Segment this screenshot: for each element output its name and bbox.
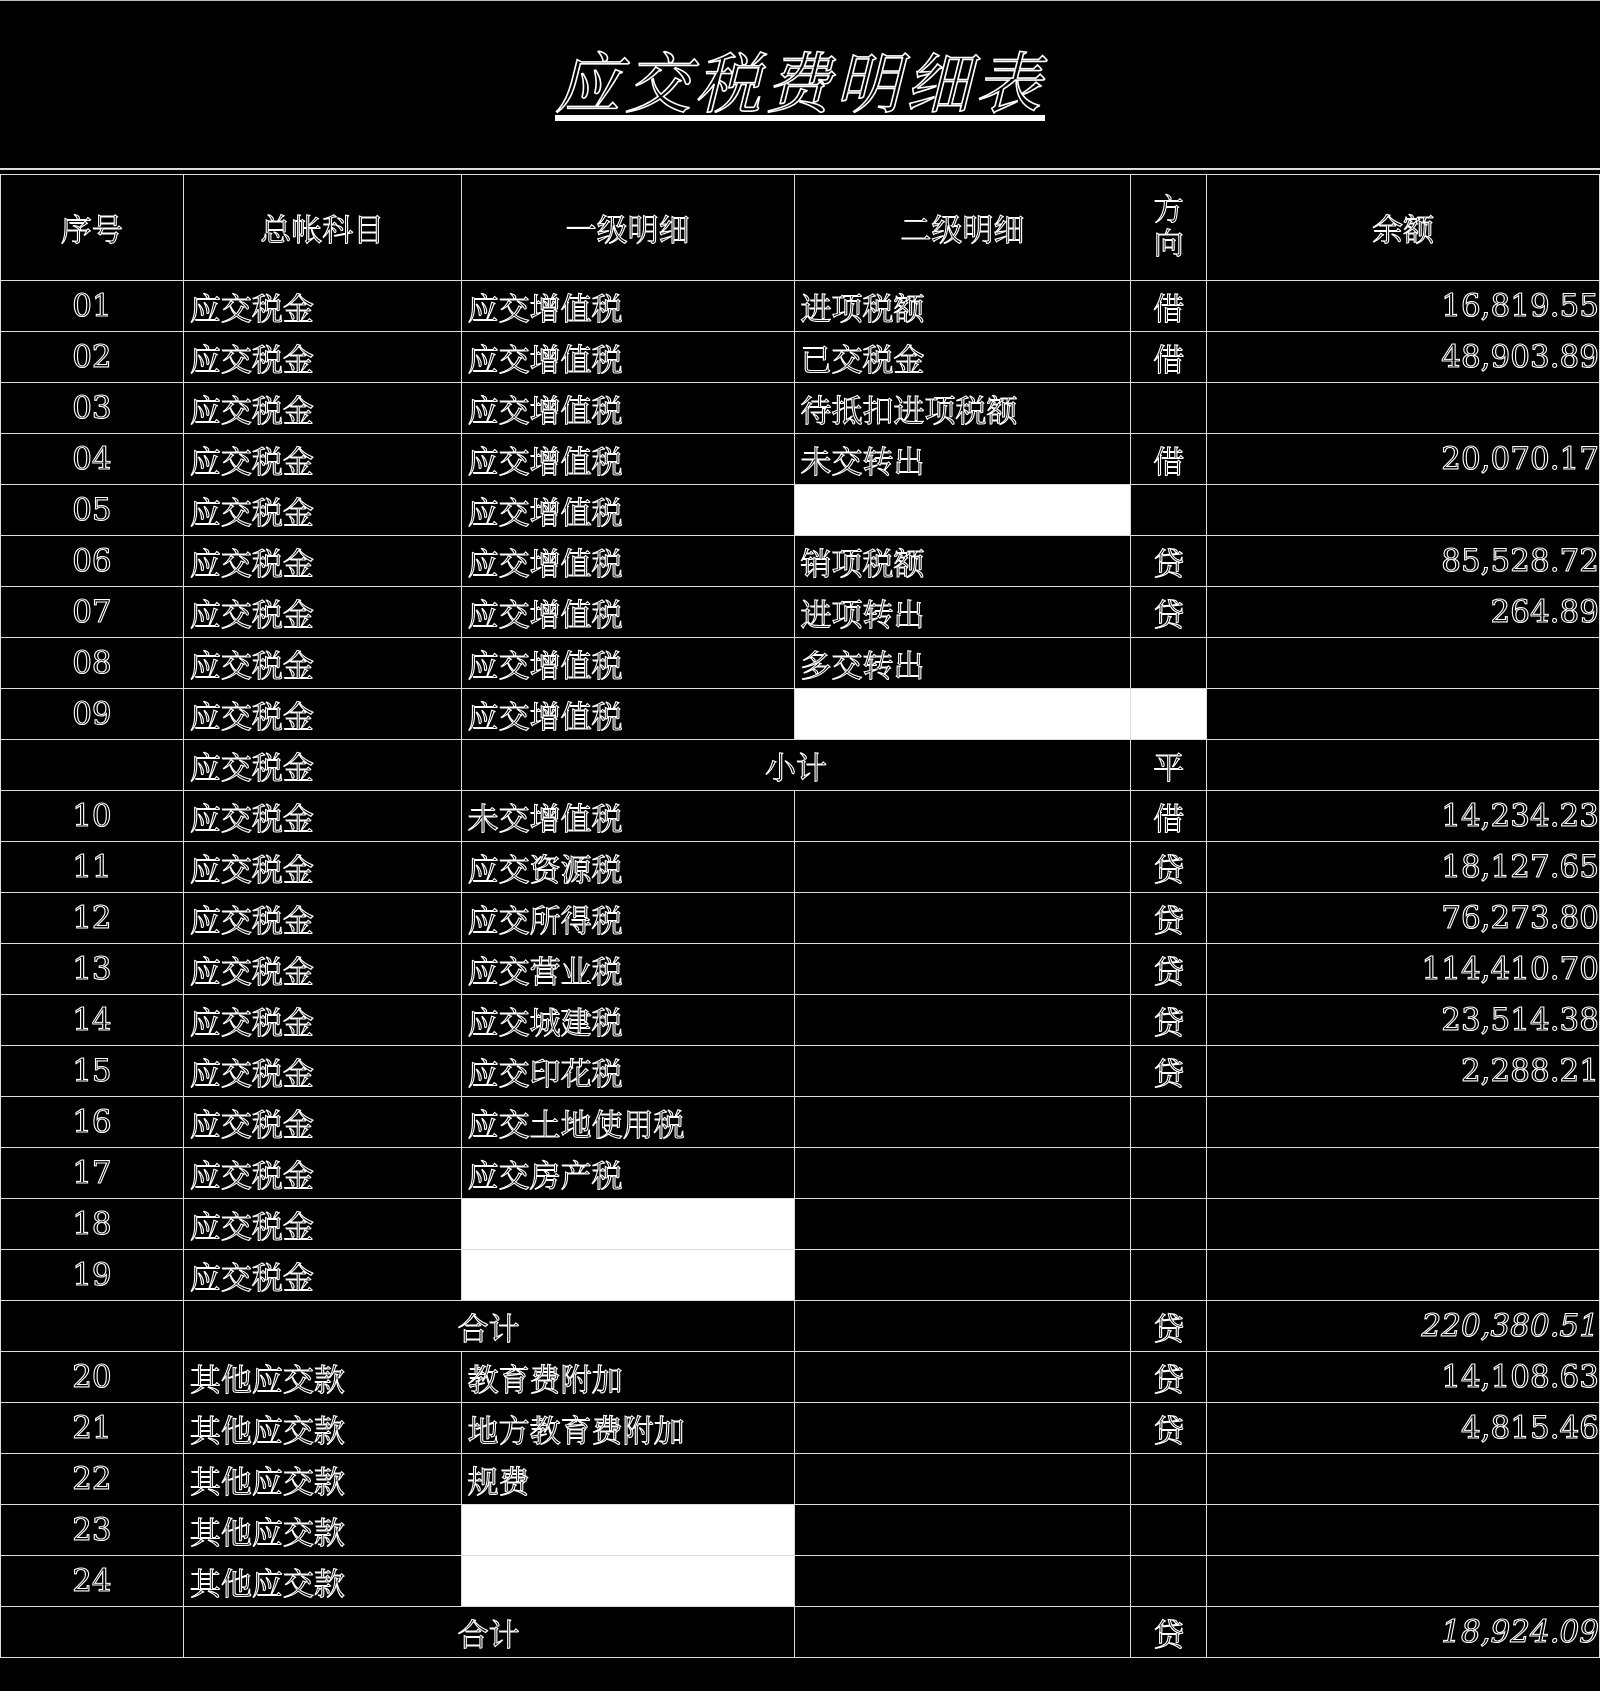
cell-account: 应交税金: [183, 995, 461, 1046]
cell-seq: 10: [1, 791, 184, 842]
table-row: [1, 1199, 1600, 1250]
cell-balance: [1207, 1250, 1600, 1301]
cell-account: 应交税金: [183, 332, 461, 383]
cell-direction: [1131, 1505, 1207, 1556]
cell-detail2: [794, 995, 1131, 1046]
cell-seq: 05: [1, 485, 184, 536]
total-balance: 220,380.51: [1207, 1301, 1600, 1352]
cell-detail1: 应交增值税: [461, 383, 794, 434]
table-row: [1, 1505, 1600, 1556]
cell-balance: 23,514.38: [1207, 995, 1600, 1046]
table-row: [1, 1352, 1600, 1403]
subtotal-row: [1, 740, 1600, 791]
cell-balance: [1207, 638, 1600, 689]
cell-seq: 09: [1, 689, 184, 740]
total-balance: 18,924.09: [1207, 1607, 1600, 1658]
cell-seq: 22: [1, 1454, 184, 1505]
header-detail2: 二级明细: [794, 175, 1131, 281]
cell-balance: 20,070.17: [1207, 434, 1600, 485]
table-row: [1, 1250, 1600, 1301]
cell-direction: 贷: [1131, 995, 1207, 1046]
cell-direction: [1131, 1148, 1207, 1199]
cell-account: 应交税金: [183, 1046, 461, 1097]
cell-seq: 01: [1, 281, 184, 332]
table-row: [1, 281, 1600, 332]
cell-direction: [1131, 383, 1207, 434]
table-row: [1, 587, 1600, 638]
cell-detail1-blank: [461, 1505, 794, 1556]
cell-detail2: [794, 1505, 1131, 1556]
header-row: [1, 175, 1600, 281]
cell-account: 其他应交款: [183, 1403, 461, 1454]
cell-detail1: 应交土地使用税: [461, 1097, 794, 1148]
total-label: 合计: [183, 1301, 794, 1352]
cell-direction: [1131, 485, 1207, 536]
cell-seq: 07: [1, 587, 184, 638]
cell-detail2-empty: [794, 1607, 1131, 1658]
cell-direction-blank: [1131, 689, 1207, 740]
table-row: [1, 434, 1600, 485]
tax-detail-table: [0, 174, 1600, 1658]
table-row: [1, 1148, 1600, 1199]
cell-balance: [1207, 1454, 1600, 1505]
cell-detail2-blank: [794, 689, 1131, 740]
cell-detail1: 地方教育费附加: [461, 1403, 794, 1454]
cell-seq: 21: [1, 1403, 184, 1454]
cell-direction: [1131, 1454, 1207, 1505]
table-row: [1, 893, 1600, 944]
cell-account: 其他应交款: [183, 1505, 461, 1556]
cell-balance: 2,288.21: [1207, 1046, 1600, 1097]
cell-account: 应交税金: [183, 1250, 461, 1301]
cell-detail2: [794, 1556, 1131, 1607]
table-row: [1, 1046, 1600, 1097]
cell-detail1: 应交增值税: [461, 689, 794, 740]
table-row: [1, 995, 1600, 1046]
cell-seq: 02: [1, 332, 184, 383]
subtotal-label: 小计: [461, 740, 1131, 791]
cell-detail1: 规费: [461, 1454, 794, 1505]
cell-direction: 借: [1131, 281, 1207, 332]
cell-detail2-empty: [794, 1301, 1131, 1352]
cell-balance: [1207, 1199, 1600, 1250]
cell-direction: [1131, 1250, 1207, 1301]
cell-detail1: 教育费附加: [461, 1352, 794, 1403]
cell-account: 应交税金: [183, 485, 461, 536]
cell-account: 应交税金: [183, 689, 461, 740]
cell-detail1: 应交增值税: [461, 536, 794, 587]
cell-direction: [1131, 1097, 1207, 1148]
cell-account: 应交税金: [183, 383, 461, 434]
cell-balance: 16,819.55: [1207, 281, 1600, 332]
total-direction: 贷: [1131, 1301, 1207, 1352]
cell-balance: [1207, 485, 1600, 536]
cell-balance: 14,108.63: [1207, 1352, 1600, 1403]
table-row: [1, 1556, 1600, 1607]
cell-account: 应交税金: [183, 587, 461, 638]
cell-detail1: 应交印花税: [461, 1046, 794, 1097]
table-row: [1, 1454, 1600, 1505]
cell-detail2: 多交转出: [794, 638, 1131, 689]
table-row: [1, 332, 1600, 383]
total-label: 合计: [183, 1607, 794, 1658]
cell-detail1: 应交城建税: [461, 995, 794, 1046]
cell-detail1: 应交房产税: [461, 1148, 794, 1199]
cell-balance: 264.89: [1207, 587, 1600, 638]
cell-detail1: 应交增值税: [461, 332, 794, 383]
cell-detail2: [794, 791, 1131, 842]
cell-detail2: [794, 1352, 1131, 1403]
table-row: [1, 842, 1600, 893]
cell-seq: 14: [1, 995, 184, 1046]
cell-detail1: 应交增值税: [461, 638, 794, 689]
table-row: [1, 536, 1600, 587]
cell-detail2: 进项税额: [794, 281, 1131, 332]
cell-balance: 48,903.89: [1207, 332, 1600, 383]
cell-detail2: [794, 842, 1131, 893]
cell-direction: [1131, 1199, 1207, 1250]
cell-account: 其他应交款: [183, 1454, 461, 1505]
cell-seq: 19: [1, 1250, 184, 1301]
page-title: 应交税费明细表: [555, 46, 1045, 123]
cell-direction: 贷: [1131, 1403, 1207, 1454]
cell-detail1: 应交营业税: [461, 944, 794, 995]
cell-detail1-blank: [461, 1199, 794, 1250]
cell-account: 应交税金: [183, 536, 461, 587]
cell-seq: 16: [1, 1097, 184, 1148]
header-balance: 余额: [1207, 175, 1600, 281]
cell-account: 应交税金: [183, 1148, 461, 1199]
cell-seq: 03: [1, 383, 184, 434]
cell-seq: 24: [1, 1556, 184, 1607]
cell-account: 应交税金: [183, 893, 461, 944]
cell-balance: [1207, 383, 1600, 434]
cell-detail2: [794, 1250, 1131, 1301]
table-row: [1, 944, 1600, 995]
cell-account: 其他应交款: [183, 1556, 461, 1607]
cell-detail2: 待抵扣进项税额: [794, 383, 1131, 434]
cell-detail1: 未交增值税: [461, 791, 794, 842]
cell-account: 应交税金: [183, 842, 461, 893]
cell-account: 应交税金: [183, 1097, 461, 1148]
cell-seq-empty: [1, 1607, 184, 1658]
cell-detail2: [794, 1148, 1131, 1199]
cell-account: 应交税金: [183, 1199, 461, 1250]
cell-detail2: 进项转出: [794, 587, 1131, 638]
subtotal-account: 应交税金: [183, 740, 461, 791]
cell-seq: 18: [1, 1199, 184, 1250]
header-direction-bottom: 向: [1153, 226, 1184, 262]
cell-detail2: [794, 1046, 1131, 1097]
cell-detail1-blank: [461, 1556, 794, 1607]
cell-balance: [1207, 1505, 1600, 1556]
cell-detail1: 应交增值税: [461, 485, 794, 536]
cell-balance: [1207, 1148, 1600, 1199]
subtotal-balance: [1207, 740, 1600, 791]
cell-balance: 114,410.70: [1207, 944, 1600, 995]
cell-detail2: [794, 944, 1131, 995]
table-row: [1, 689, 1600, 740]
cell-seq: 08: [1, 638, 184, 689]
cell-seq-empty: [1, 1301, 184, 1352]
table-row: [1, 383, 1600, 434]
cell-direction: 借: [1131, 332, 1207, 383]
table-row: [1, 1403, 1600, 1454]
cell-balance: 18,127.65: [1207, 842, 1600, 893]
cell-balance: 14,234.23: [1207, 791, 1600, 842]
cell-direction: 贷: [1131, 1352, 1207, 1403]
header-direction: [1131, 175, 1207, 281]
cell-detail2-blank: [794, 485, 1131, 536]
cell-detail1: 应交增值税: [461, 587, 794, 638]
cell-detail2: 销项税额: [794, 536, 1131, 587]
cell-seq: 11: [1, 842, 184, 893]
cell-balance: 76,273.80: [1207, 893, 1600, 944]
cell-detail1: 应交增值税: [461, 434, 794, 485]
cell-account: 应交税金: [183, 281, 461, 332]
cell-balance: 4,815.46: [1207, 1403, 1600, 1454]
cell-detail1: 应交资源税: [461, 842, 794, 893]
cell-direction: 贷: [1131, 944, 1207, 995]
header-seq: 序号: [1, 175, 184, 281]
cell-account: 应交税金: [183, 434, 461, 485]
cell-account: 应交税金: [183, 638, 461, 689]
cell-direction: [1131, 638, 1207, 689]
cell-balance: 85,528.72: [1207, 536, 1600, 587]
cell-direction: 贷: [1131, 1046, 1207, 1097]
cell-direction: 贷: [1131, 842, 1207, 893]
cell-detail2: [794, 893, 1131, 944]
cell-detail2: [794, 1199, 1131, 1250]
cell-detail2: [794, 1097, 1131, 1148]
cell-seq-empty: [1, 740, 184, 791]
cell-seq: 20: [1, 1352, 184, 1403]
cell-seq: 15: [1, 1046, 184, 1097]
cell-detail1: 应交增值税: [461, 281, 794, 332]
table-row: [1, 638, 1600, 689]
cell-direction: [1131, 1556, 1207, 1607]
cell-direction: 借: [1131, 791, 1207, 842]
cell-direction: 借: [1131, 434, 1207, 485]
table-row: [1, 1097, 1600, 1148]
table-row: [1, 791, 1600, 842]
cell-direction: 贷: [1131, 893, 1207, 944]
cell-detail2: [794, 1454, 1131, 1505]
total-row: [1, 1301, 1600, 1352]
cell-seq: 13: [1, 944, 184, 995]
cell-direction: 贷: [1131, 536, 1207, 587]
cell-balance: [1207, 689, 1600, 740]
title-band: [0, 0, 1600, 170]
header-detail1: 一级明细: [461, 175, 794, 281]
header-direction-top: 方: [1153, 192, 1184, 228]
table-body: [1, 281, 1600, 1658]
cell-direction: 贷: [1131, 587, 1207, 638]
cell-balance: [1207, 1556, 1600, 1607]
cell-seq: 17: [1, 1148, 184, 1199]
subtotal-direction: 平: [1131, 740, 1207, 791]
table-row: [1, 485, 1600, 536]
cell-detail1-blank: [461, 1250, 794, 1301]
total-row: [1, 1607, 1600, 1658]
cell-seq: 12: [1, 893, 184, 944]
cell-seq: 06: [1, 536, 184, 587]
cell-seq: 23: [1, 1505, 184, 1556]
cell-detail1: 应交所得税: [461, 893, 794, 944]
header-account: 总帐科目: [183, 175, 461, 281]
cell-account: 其他应交款: [183, 1352, 461, 1403]
cell-detail2: 未交转出: [794, 434, 1131, 485]
cell-account: 应交税金: [183, 944, 461, 995]
cell-seq: 04: [1, 434, 184, 485]
total-direction: 贷: [1131, 1607, 1207, 1658]
cell-detail2: [794, 1403, 1131, 1454]
cell-account: 应交税金: [183, 791, 461, 842]
cell-balance: [1207, 1097, 1600, 1148]
cell-detail2: 已交税金: [794, 332, 1131, 383]
